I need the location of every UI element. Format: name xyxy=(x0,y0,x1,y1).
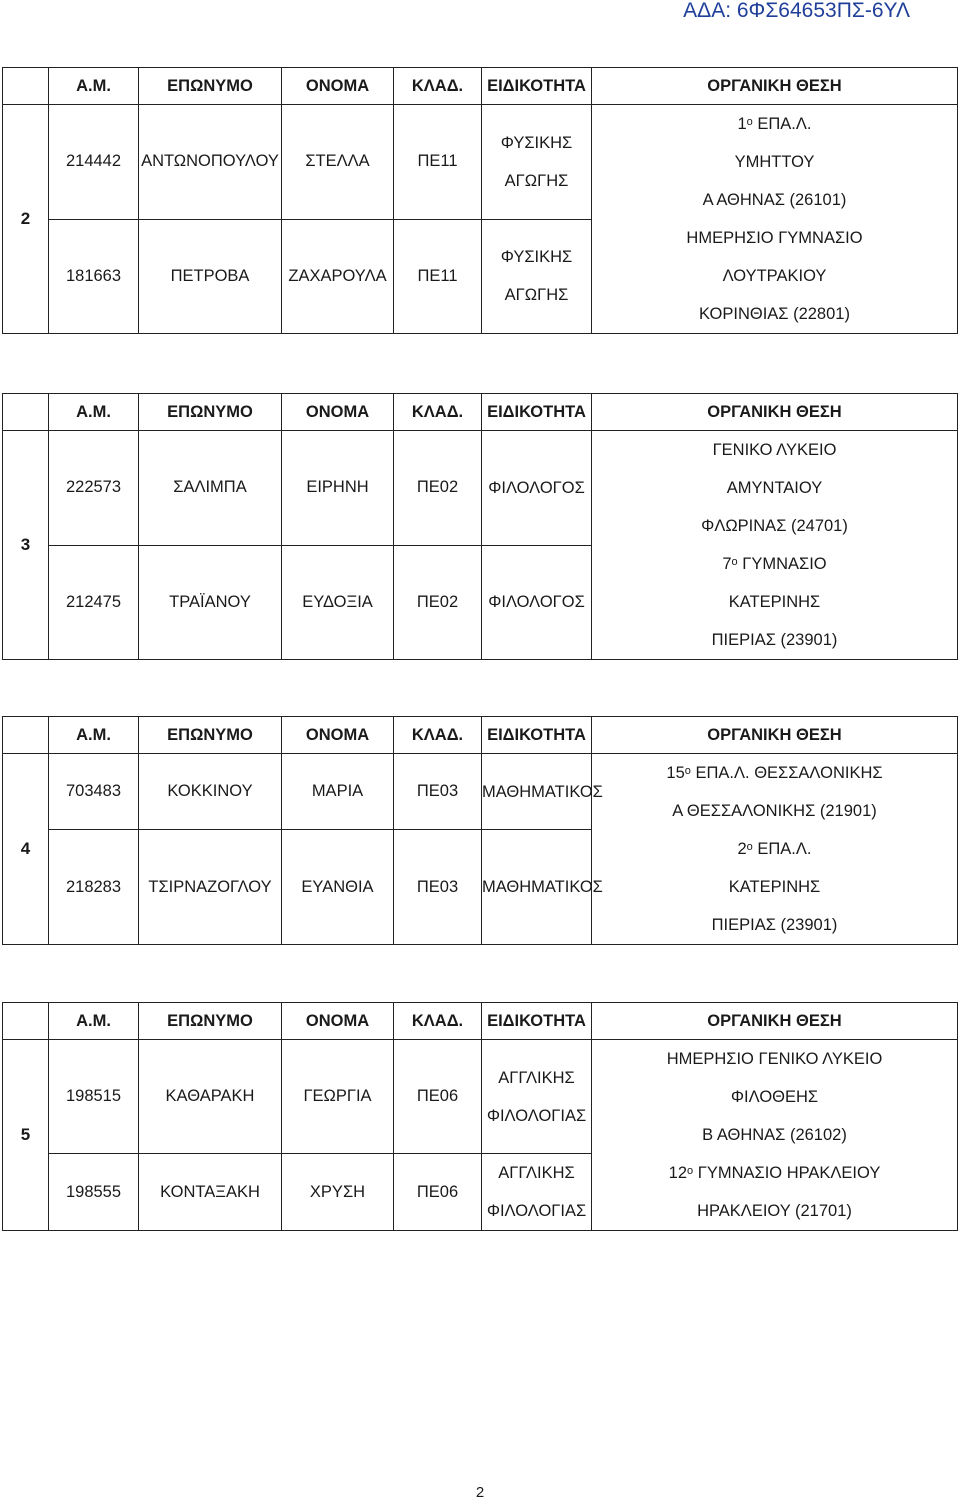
group-number: 3 xyxy=(3,431,49,660)
cell-specialty xyxy=(482,1040,592,1154)
column-header-position: ΟΡΓΑΝΙΚΗ ΘΕΣΗ xyxy=(592,1003,958,1040)
position-line: ΗΜΕΡΗΣΙΟ ΓΥΜΝΑΣΙΟ xyxy=(686,229,863,247)
position-line: ΠΙΕΡΙΑΣ (23901) xyxy=(711,916,838,934)
cell-surname: ΣΑΛΙΜΠΑ xyxy=(139,431,282,546)
column-header-surname: ΕΠΩΝΥΜΟ xyxy=(139,68,282,105)
cell-surname: ΤΣΙΡΝΑΖΟΓΛΟΥ xyxy=(139,830,282,945)
position-line xyxy=(592,754,957,792)
cell-am: 198515 xyxy=(49,1040,139,1154)
specialty-line: ΑΓΩΓΗΣ xyxy=(504,171,569,190)
ordinal-number: 1 xyxy=(737,115,747,133)
position-line: ΓΕΝΙΚΟ ΛΥΚΕΙΟ xyxy=(712,441,837,459)
position-line xyxy=(592,545,957,583)
cell-position xyxy=(592,105,958,334)
ordinal-number: 15 xyxy=(666,764,685,782)
ordinal-suffix: ο xyxy=(684,765,691,777)
table-row xyxy=(3,1040,958,1154)
cell-specialty xyxy=(482,1154,592,1231)
cell-position xyxy=(592,431,958,660)
cell-name: ΜΑΡΙΑ xyxy=(282,754,394,830)
position-text: ΕΠΑ.Λ. ΘΕΣΣΑΛΟΝΙΚΗΣ xyxy=(690,764,883,782)
header-blank-cell xyxy=(3,1003,49,1040)
position-line xyxy=(592,105,957,143)
cell-specialty xyxy=(482,545,592,660)
position-line: ΦΛΩΡΙΝΑΣ (24701) xyxy=(701,517,848,535)
position-line: ΑΜΥΝΤΑΙΟΥ xyxy=(726,479,823,497)
position-line: ΚΑΤΕΡΙΝΗΣ xyxy=(728,878,821,896)
specialty-line: ΑΓΓΛΙΚΗΣ xyxy=(498,1164,575,1182)
ordinal-suffix: ο xyxy=(731,556,738,568)
specialty-line: ΦΙΛΟΛΟΓΟΣ xyxy=(488,593,585,612)
specialty-line: ΦΥΣΙΚΗΣ xyxy=(500,133,573,152)
ordinal-number: 12 xyxy=(668,1164,688,1182)
specialty-line: ΑΓΩΓΗΣ xyxy=(504,286,569,305)
cell-name: ΣΤΕΛΛΑ xyxy=(282,105,394,220)
cell-branch: ΠΕ11 xyxy=(394,219,482,334)
column-header-position: ΟΡΓΑΝΙΚΗ ΘΕΣΗ xyxy=(592,717,958,754)
position-text: ΓΥΜΝΑΣΙΟ xyxy=(737,555,827,573)
cell-branch: ΠΕ02 xyxy=(394,431,482,546)
table-row xyxy=(3,105,958,220)
position-line: ΛΟΥΤΡΑΚΙΟΥ xyxy=(722,267,827,285)
cell-am: 222573 xyxy=(49,431,139,546)
column-header-am: Α.Μ. xyxy=(49,68,139,105)
position-line: ΚΑΤΕΡΙΝΗΣ xyxy=(728,593,821,611)
cell-name: ΖΑΧΑΡΟΥΛΑ xyxy=(282,219,394,334)
column-header-branch: ΚΛΑΔ. xyxy=(394,68,482,105)
assignment-table xyxy=(2,393,958,660)
column-header-am: Α.Μ. xyxy=(49,1003,139,1040)
position-line: ΚΟΡΙΝΘΙΑΣ (22801) xyxy=(699,305,850,323)
cell-am: 212475 xyxy=(49,545,139,660)
specialty-line: ΦΥΣΙΚΗΣ xyxy=(500,248,573,267)
page-number: 2 xyxy=(475,1484,485,1501)
header-blank-cell xyxy=(3,68,49,105)
cell-name: ΕΙΡΗΝΗ xyxy=(282,431,394,546)
table-row xyxy=(3,431,958,546)
cell-branch: ΠΕ03 xyxy=(394,830,482,945)
position-line: ΗΡΑΚΛΕΙΟΥ (21701) xyxy=(697,1202,852,1220)
column-header-specialty: ΕΙΔΙΚΟΤΗΤΑ xyxy=(482,717,592,754)
assignment-table xyxy=(2,67,958,334)
cell-branch: ΠΕ11 xyxy=(394,105,482,220)
cell-specialty xyxy=(482,431,592,546)
column-header-name: ΟΝΟΜΑ xyxy=(282,717,394,754)
position-line: Β ΑΘΗΝΑΣ (26102) xyxy=(702,1126,847,1144)
header-blank-cell xyxy=(3,394,49,431)
column-header-specialty: ΕΙΔΙΚΟΤΗΤΑ xyxy=(482,394,592,431)
position-line: ΦΙΛΟΘΕΗΣ xyxy=(730,1088,819,1106)
column-header-name: ΟΝΟΜΑ xyxy=(282,394,394,431)
specialty-line: ΦΙΛΟΛΟΓΙΑΣ xyxy=(486,1202,587,1220)
position-line: ΠΙΕΡΙΑΣ (23901) xyxy=(711,631,838,649)
cell-specialty xyxy=(482,754,603,830)
column-header-specialty: ΕΙΔΙΚΟΤΗΤΑ xyxy=(482,1003,592,1040)
column-header-position: ΟΡΓΑΝΙΚΗ ΘΕΣΗ xyxy=(592,394,958,431)
cell-surname: ΑΝΤΩΝΟΠΟΥΛΟΥ xyxy=(139,105,282,220)
cell-surname: ΚΑΘΑΡΑΚΗ xyxy=(139,1040,282,1154)
position-text: ΓΥΜΝΑΣΙΟ ΗΡΑΚΛΕΙΟΥ xyxy=(693,1164,881,1182)
cell-name: ΧΡΥΣΗ xyxy=(282,1154,394,1231)
column-header-branch: ΚΛΑΔ. xyxy=(394,1003,482,1040)
ordinal-suffix: ο xyxy=(687,1165,694,1177)
cell-position xyxy=(592,1040,958,1231)
group-number: 2 xyxy=(3,105,49,334)
cell-branch: ΠΕ03 xyxy=(394,754,482,830)
column-header-surname: ΕΠΩΝΥΜΟ xyxy=(139,717,282,754)
ordinal-number: 2 xyxy=(737,840,747,858)
column-header-name: ΟΝΟΜΑ xyxy=(282,1003,394,1040)
column-header-surname: ΕΠΩΝΥΜΟ xyxy=(139,394,282,431)
cell-name: ΓΕΩΡΓΙΑ xyxy=(282,1040,394,1154)
cell-branch: ΠΕ02 xyxy=(394,545,482,660)
assignment-table xyxy=(2,716,958,945)
column-header-branch: ΚΛΑΔ. xyxy=(394,717,482,754)
specialty-line: ΦΙΛΟΛΟΓΟΣ xyxy=(488,478,585,497)
cell-branch: ΠΕ06 xyxy=(394,1154,482,1231)
position-line: Α ΑΘΗΝΑΣ (26101) xyxy=(702,191,847,209)
specialty-line: ΑΓΓΛΙΚΗΣ xyxy=(498,1068,575,1087)
cell-specialty xyxy=(482,105,592,220)
cell-position xyxy=(592,754,958,945)
cell-branch: ΠΕ06 xyxy=(394,1040,482,1154)
column-header-am: Α.Μ. xyxy=(49,717,139,754)
assignment-table xyxy=(2,1002,958,1231)
cell-surname: ΠΕΤΡΟΒΑ xyxy=(139,219,282,334)
position-text: ΕΠΑ.Λ. xyxy=(752,115,812,133)
group-number: 4 xyxy=(3,754,49,945)
cell-surname: ΤΡΑΪΑΝΟΥ xyxy=(139,545,282,660)
cell-am: 198555 xyxy=(49,1154,139,1231)
column-header-specialty: ΕΙΔΙΚΟΤΗΤΑ xyxy=(482,68,592,105)
specialty-line: ΜΑΘΗΜΑΤΙΚΟΣ xyxy=(482,782,603,801)
column-header-surname: ΕΠΩΝΥΜΟ xyxy=(139,1003,282,1040)
header-blank-cell xyxy=(3,717,49,754)
table-row xyxy=(3,754,958,830)
position-line: ΗΜΕΡΗΣΙΟ ΓΕΝΙΚΟ ΛΥΚΕΙΟ xyxy=(666,1050,883,1068)
cell-specialty xyxy=(482,830,603,945)
specialty-line: ΜΑΘΗΜΑΤΙΚΟΣ xyxy=(482,878,603,897)
column-header-am: Α.Μ. xyxy=(49,394,139,431)
cell-am: 218283 xyxy=(49,830,139,945)
position-text: ΕΠΑ.Λ. xyxy=(752,840,812,858)
column-header-position: ΟΡΓΑΝΙΚΗ ΘΕΣΗ xyxy=(592,68,958,105)
cell-name: ΕΥΔΟΞΙΑ xyxy=(282,545,394,660)
cell-am: 181663 xyxy=(49,219,139,334)
ordinal-number: 7 xyxy=(722,555,732,573)
cell-name: ΕΥΑΝΘΙΑ xyxy=(282,830,394,945)
column-header-branch: ΚΛΑΔ. xyxy=(394,394,482,431)
ordinal-suffix: ο xyxy=(746,116,753,128)
position-line xyxy=(592,1154,957,1192)
document-code: ΑΔΑ: 6ΦΣ64653ΠΣ-6ΥΛ xyxy=(683,0,910,22)
cell-am: 214442 xyxy=(49,105,139,220)
position-line: ΥΜΗΤΤΟΥ xyxy=(734,153,815,171)
ordinal-suffix: ο xyxy=(746,841,753,853)
group-number: 5 xyxy=(3,1040,49,1231)
specialty-line: ΦΙΛΟΛΟΓΙΑΣ xyxy=(486,1106,587,1125)
position-line xyxy=(592,830,957,868)
position-line: Α ΘΕΣΣΑΛΟΝΙΚΗΣ (21901) xyxy=(672,802,877,820)
column-header-name: ΟΝΟΜΑ xyxy=(282,68,394,105)
cell-specialty xyxy=(482,219,592,334)
cell-surname: ΚΟΝΤΑΞΑΚΗ xyxy=(139,1154,282,1231)
cell-surname: ΚΟΚΚΙΝΟΥ xyxy=(139,754,282,830)
cell-am: 703483 xyxy=(49,754,139,830)
